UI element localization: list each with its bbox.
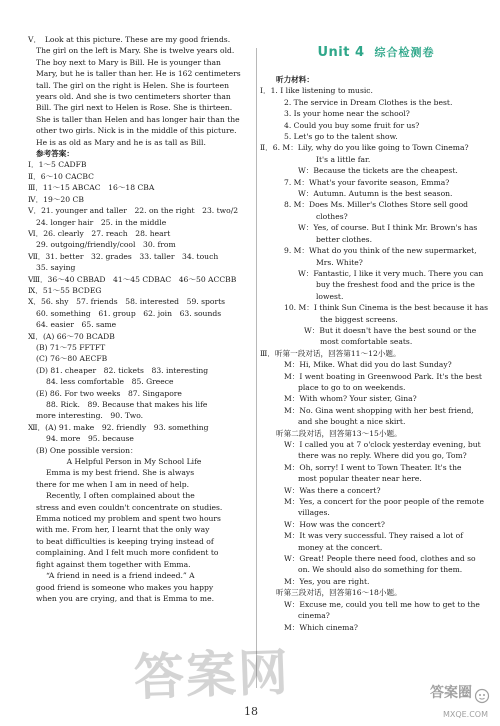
text-line: 88. Rick. 89. Because that makes his life [46,400,208,409]
text-line: 9. M：What do you think of the new supermarket, [284,246,477,256]
text-line: Bill. The girl next to Helen is Rose. She is thirteen. [36,103,233,113]
text-line: with me. From her, I learnt that the only way [36,525,210,535]
text-line: 7. M：What's your favorite season, Emma? [284,177,450,187]
text-line: He is as old as Mary and he is as tall as Bill. [36,137,206,147]
text-line: Ⅱ．6～10 CACBC [28,171,94,181]
text-line: (E) 86. For two weeks 87. Singapore [36,388,182,398]
text-line: lowest. [316,291,344,301]
text-line: M：Yes, a concert for the poor people of the remote [284,497,484,507]
text-line: 84. less comfortable 85. Greece [46,377,174,387]
text-line: (B) One possible version： [36,445,138,455]
text-line: to beat difficulties is keeping trying instead of [36,536,214,546]
text-line: Mary, but he is taller than her. He is 162 centimeters [36,69,241,79]
text-line: W：How was the concert? [284,519,385,529]
logo-url: MXQE.COM [442,709,488,719]
text-line: M：Hi, Mike. What did you do last Sunday? [284,360,452,370]
text-line: Ⅸ．51～55 BCDEG [28,285,102,295]
text-line: good friend is someone who makes you happy [36,582,214,592]
text-line: years old. And she is two centimeters shorter than [36,92,231,102]
text-line: Ⅳ．19～20 CB [28,194,84,204]
listening-material-heading: 听力材料： [276,75,314,84]
text-line: W：Great! People there need food, clothes and so [284,554,476,564]
text-line: 64. easier 65. same [36,320,117,330]
mascot-icon [474,688,490,704]
text-line: on. We should also do something for them. [298,565,463,575]
text-line: Ⅻ．(A) 91. make 92. friendly 93. something [28,422,209,432]
text-line: money at the concert. [298,542,383,552]
text-line: 听第三段对话，回答第16～18小题。 [276,588,402,598]
left-column [12,0,256,604]
text-line: (B) 71～75 FFTFT [36,342,106,352]
text-line: the biggest screens. [320,314,398,324]
text-line: V． Look at this picture. These are my good friends. [28,35,231,44]
text-line: She is taller than Helen and has longer hair than the [36,114,240,124]
text-line: M：It was very successful. They raised a lot of [284,531,464,541]
text-line: 10. M：I think Sun Cinema is the best because it has [284,303,489,313]
page-number: 18 [244,705,258,718]
text-line: 4. Could you buy some fruit for us? [284,120,420,130]
text-line: Recently, I often complained about the [46,491,195,501]
text-line: place to go to on weekends. [298,382,406,392]
text-line: M：No. Gina went shopping with her best friend, [284,405,474,415]
text-line: buy the freshest food and the price is the [316,280,475,290]
text-line: other two girls. Nick is in the middle of this picture. [36,126,237,136]
text-line: 94. more 95. because [46,434,134,444]
text-line: W：Autumn. Autumn is the best season. [298,189,453,199]
watermark: 答案网 [133,643,291,707]
text-line: villages. [298,508,330,518]
text-line: there for me when I am in need of help. [36,479,190,489]
column-divider [256,48,257,688]
text-line: Ⅰ．1. I like listening to music. [260,86,373,96]
text-line: W：Excuse me, could you tell me how to get to the [284,599,480,609]
text-line: better clothes. [316,234,372,244]
text-line: Ⅶ．31. better 32. grades 33. taller 34. touch [28,251,219,261]
text-line: stress and even couldn't concentrate on studies. [36,502,223,512]
text-line: fight against them together with Emma. [36,559,191,569]
text-line: M：Yes, you are right. [284,576,370,586]
right-column [260,0,492,633]
text-line: 60. something 61. group 62. join 63. sounds [36,308,222,318]
text-line: The girl on the left is Mary. She is twelve years old. [36,46,235,56]
text-line: W：Was there a concert? [284,485,381,495]
text-line: Ⅱ．6. M：Lily, why do you like going to Town Cinema? [260,143,469,153]
text-line: when you are crying, and that is Emma to me. [36,593,215,603]
unit-title [260,36,492,70]
site-logo [418,685,490,720]
text-line: Ⅲ．11～15 ABCAC 16～18 CBA [28,183,155,193]
text-line: Ⅵ．26. clearly 27. reach 28. heart [28,228,171,238]
text-line: Ⅰ．1～5 CADFB [28,160,87,170]
text-line: Ⅴ．21. younger and taller 22. on the right 23. two/2 [28,206,239,216]
text-line: W：I called you at 7 o'clock yesterday evening, but [284,440,481,449]
text-line: 听第二段对话，回答第13～15小题。 [276,428,402,438]
text-line: 5. Let's go to the talent show. [284,132,398,142]
logo-text: 答案圈 [430,685,472,701]
text-line: M：Oh, sorry! I went to Town Theater. It's the [284,462,462,472]
text-line: most popular theater near here. [298,474,422,484]
text-line: The boy next to Mary is Bill. He is younger than [36,57,221,67]
text-line: W：But it doesn't have the best sound or the [304,325,477,335]
text-line: complaining. And I felt much more confident to [36,548,219,558]
text-line: tall. The girl on the right is Helen. She is fourteen [36,80,229,90]
text-line: W：Yes, of course. But I think Mr. Brown's has [298,223,478,233]
unit-title-sub: 综合检测卷 [374,46,435,60]
text-line: and she bought a nice skirt. [298,417,406,427]
text-line: Emma noticed my problem and spent two hours [36,514,221,524]
text-line: cinema? [298,611,330,621]
text-line: (C) 76～80 AECFB [36,354,108,364]
text-line: Ⅺ．(A) 66～70 BCADB [28,331,115,341]
text-line: 24. longer hair 25. in the middle [36,217,167,227]
essay-title: A Helpful Person in My School Life [66,457,202,467]
text-line: there was no reply. Where did you go, Tom? [298,451,467,461]
text-line: Ⅲ．听第一段对话，回答第11～12小题。 [260,348,401,358]
text-line: “A friend in need is a friend indeed.” A [46,571,195,581]
text-line: 29. outgoing/friendly/cool 30. from [36,240,176,250]
text-line: M：I went boating in Greenwood Park. It's the best [284,371,482,381]
text-line: most comfortable seats. [320,337,413,347]
text-line: M：With whom? Your sister, Gina? [284,394,417,404]
text-line: (D) 81. cheaper 82. tickets 83. interesting [36,365,209,375]
text-line: W：Fantastic, I like it very much. There you can [298,268,484,278]
text-line: 35. saying [36,263,76,273]
text-line: M：Which cinema? [284,622,358,632]
text-line: W：Because the tickets are the cheapest. [298,166,458,176]
text-line: Ⅹ．56. shy 57. friends 58. interested 59. sports [28,297,226,307]
text-line: 3. Is your home near the school? [284,109,410,119]
text-line: Mrs. White? [316,257,363,267]
text-line: 8. M：Does Ms. Miller's Clothes Store sell good [284,200,469,210]
unit-title-main: Unit 4 [317,45,365,61]
answer-key-heading: 参考答案： [36,149,74,159]
text-line: Emma is my best friend. She is always [46,468,195,478]
text-line: 2. The service in Dream Clothes is the best. [284,97,453,107]
text-line: Ⅷ．36～40 CBBAD 41～45 CDBAC 46～50 ACCBB [28,274,237,284]
text-line: clothes? [316,211,348,221]
text-line: It's a little far. [316,154,371,164]
text-line: more interesting. 90. Two. [36,411,144,421]
